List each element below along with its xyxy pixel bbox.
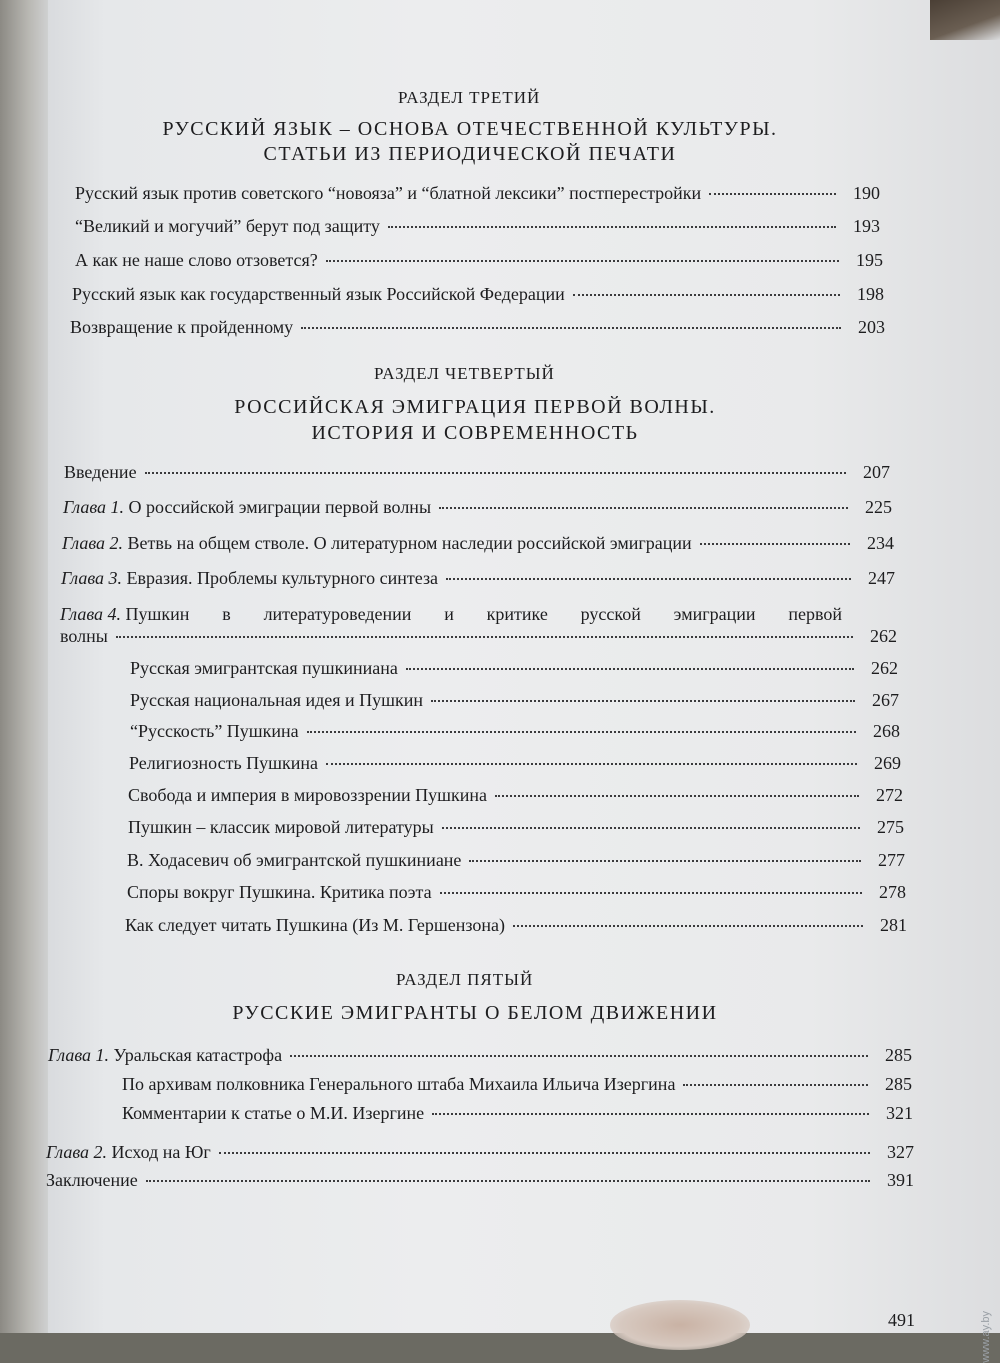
toc-entry-title: О российской эмиграции первой волны: [128, 497, 432, 517]
section-title-line: РУССКИЕ ЭМИГРАНТЫ О БЕЛОМ ДВИЖЕНИИ: [232, 1002, 718, 1024]
toc-entry-title: Комментарии к статье о М.И. Изергине: [122, 1103, 425, 1123]
section-label: РАЗДЕЛ ПЯТЫЙ: [396, 970, 534, 989]
toc-entry-title: “Русскость” Пушкина: [130, 721, 299, 741]
section-title-line: ИСТОРИЯ И СОВРЕМЕННОСТЬ: [311, 422, 639, 444]
leader-dots: [388, 226, 836, 228]
toc-entry-title: В. Ходасевич об эмигрантской пушкиниане: [127, 850, 462, 870]
toc-entry-title: Русская эмигрантская пушкиниана: [130, 658, 398, 678]
leader-dots: [290, 1055, 868, 1057]
toc-page-number: 268: [873, 721, 900, 741]
toc-entry-title-cont: волны: [60, 626, 108, 646]
leader-dots: [469, 860, 861, 862]
toc-page-number: 262: [870, 626, 897, 646]
leader-dots: [709, 193, 836, 195]
toc-entry-title: Пушкин – классик мировой литературы: [128, 817, 434, 837]
leader-dots: [432, 1113, 869, 1115]
toc-subentry: [122, 1103, 913, 1124]
chapter-prefix: Глава 3.: [61, 568, 123, 588]
chapter-prefix: Глава 4.: [60, 604, 122, 624]
toc-subentry: [125, 915, 907, 936]
page-number: 491: [888, 1310, 915, 1330]
toc-page-number: 190: [853, 183, 880, 203]
toc-entry-title: Исход на Юг: [111, 1142, 211, 1162]
toc-entry: [46, 1142, 914, 1163]
toc-page-number: 193: [853, 216, 880, 236]
toc-entry: [63, 497, 892, 518]
toc-subentry: [122, 1074, 912, 1095]
toc-entry-title: Как следует читать Пушкина (Из М. Гершензона): [125, 915, 505, 935]
toc-page-number: 269: [874, 753, 901, 773]
chapter-prefix: Глава 2.: [46, 1142, 108, 1162]
toc-subentry: [130, 721, 900, 742]
toc-entry-title: Русский язык как государственный язык Российской Федерации: [72, 284, 565, 304]
toc-entry-title: Русский язык против советского “новояза” и “блатной лексики” постперестройки: [75, 183, 702, 203]
toc-page-number: 285: [885, 1074, 912, 1094]
chapter-prefix: Глава 1.: [48, 1045, 110, 1065]
leader-dots: [700, 543, 850, 545]
toc-entry-title: “Великий и могучий” берут под защиту: [75, 216, 380, 236]
book-left-edge: [0, 0, 48, 1333]
toc-entry-title: Свобода и империя в мировоззрении Пушкина: [128, 785, 487, 805]
leader-dots: [116, 636, 853, 638]
toc-entry: [61, 568, 895, 589]
toc-entry-title: Введение: [64, 462, 137, 482]
toc-page-number: 391: [887, 1170, 914, 1190]
leader-dots: [146, 1180, 870, 1182]
toc-subentry: [129, 753, 901, 774]
toc-entry: [62, 533, 894, 554]
section-title-line: РОССИЙСКАЯ ЭМИГРАЦИЯ ПЕРВОЙ ВОЛНЫ.: [234, 396, 716, 418]
leader-dots: [301, 327, 841, 329]
toc-page-number: 277: [878, 850, 905, 870]
toc-entry-line2: [60, 626, 897, 647]
leader-dots: [573, 294, 840, 296]
toc-page-number: 234: [867, 533, 894, 553]
leader-dots: [683, 1084, 868, 1086]
leader-dots: [440, 892, 862, 894]
leader-dots: [442, 827, 860, 829]
toc-page-number: 278: [879, 882, 906, 902]
toc-page-number: 225: [865, 497, 892, 517]
toc-entry-line1: [60, 604, 842, 625]
toc-entry-title: Русская национальная идея и Пушкин: [130, 690, 424, 710]
toc-page-number: 267: [872, 690, 899, 710]
toc-entry: [75, 216, 880, 237]
toc-entry-title: Ветвь на общем стволе. О литературном наследии российской эмиграции: [127, 533, 692, 553]
watermark: www.ay.by: [980, 1311, 992, 1363]
toc-entry-title: Споры вокруг Пушкина. Критика поэта: [127, 882, 432, 902]
leader-dots: [495, 795, 859, 797]
toc-page-number: 327: [887, 1142, 914, 1162]
leader-dots: [439, 507, 848, 509]
section-label: РАЗДЕЛ ЧЕТВЕРТЫЙ: [374, 364, 555, 383]
toc-page-number: 272: [876, 785, 903, 805]
toc-subentry: [127, 850, 905, 871]
toc-entry-title: Евразия. Проблемы культурного синтеза: [126, 568, 439, 588]
toc-entry-title: Религиозность Пушкина: [129, 753, 319, 773]
toc-entry: [64, 462, 890, 483]
toc-page-number: 285: [885, 1045, 912, 1065]
toc-page-number: 207: [863, 462, 890, 482]
toc-entry: [46, 1170, 914, 1191]
toc-entry-title: Возвращение к пройденному: [70, 317, 294, 337]
toc-page-number: 198: [857, 284, 884, 304]
chapter-prefix: Глава 1.: [63, 497, 125, 517]
toc-page-number: 275: [877, 817, 904, 837]
toc-subentry: [127, 882, 906, 903]
toc-entry: [70, 317, 885, 338]
toc-entry: [75, 250, 883, 271]
toc-entry-title: Пушкин в литературоведении и критике русской эмиграции первой: [125, 604, 842, 624]
section-title-line: РУССКИЙ ЯЗЫК – ОСНОВА ОТЕЧЕСТВЕННОЙ КУЛЬТУРЫ.: [162, 118, 778, 140]
toc-page-number: 195: [856, 250, 883, 270]
thumb-shadow: [610, 1300, 750, 1350]
toc-subentry: [130, 658, 898, 679]
leader-dots: [219, 1152, 870, 1154]
toc-entry: [48, 1045, 912, 1066]
toc-page-number: 203: [858, 317, 885, 337]
section-label: РАЗДЕЛ ТРЕТИЙ: [398, 88, 541, 107]
toc-page-number: 247: [868, 568, 895, 588]
leader-dots: [326, 763, 857, 765]
toc-entry-title: По архивам полковника Генерального штаба Михаила Ильича Изергина: [122, 1074, 676, 1094]
chapter-prefix: Глава 2.: [62, 533, 124, 553]
leader-dots: [513, 925, 863, 927]
toc-page-number: 262: [871, 658, 898, 678]
toc-subentry: [130, 690, 899, 711]
toc-entry-title: А как не наше слово отзовется?: [75, 250, 318, 270]
toc-page-number: 281: [880, 915, 907, 935]
toc-subentry: [128, 817, 904, 838]
toc-entry-title: Заключение: [46, 1170, 138, 1190]
leader-dots: [406, 668, 854, 670]
leader-dots: [446, 578, 851, 580]
toc-page-number: 321: [886, 1103, 913, 1123]
section-title-line: СТАТЬИ ИЗ ПЕРИОДИЧЕСКОЙ ПЕЧАТИ: [263, 143, 677, 165]
leader-dots: [326, 260, 839, 262]
toc-subentry: [128, 785, 903, 806]
leader-dots: [431, 700, 855, 702]
toc-entry-title: Уральская катастрофа: [113, 1045, 283, 1065]
toc-entry: [75, 183, 880, 204]
book-cover-corner: [930, 0, 1000, 40]
toc-entry: [72, 284, 884, 305]
leader-dots: [145, 472, 846, 474]
leader-dots: [307, 731, 856, 733]
